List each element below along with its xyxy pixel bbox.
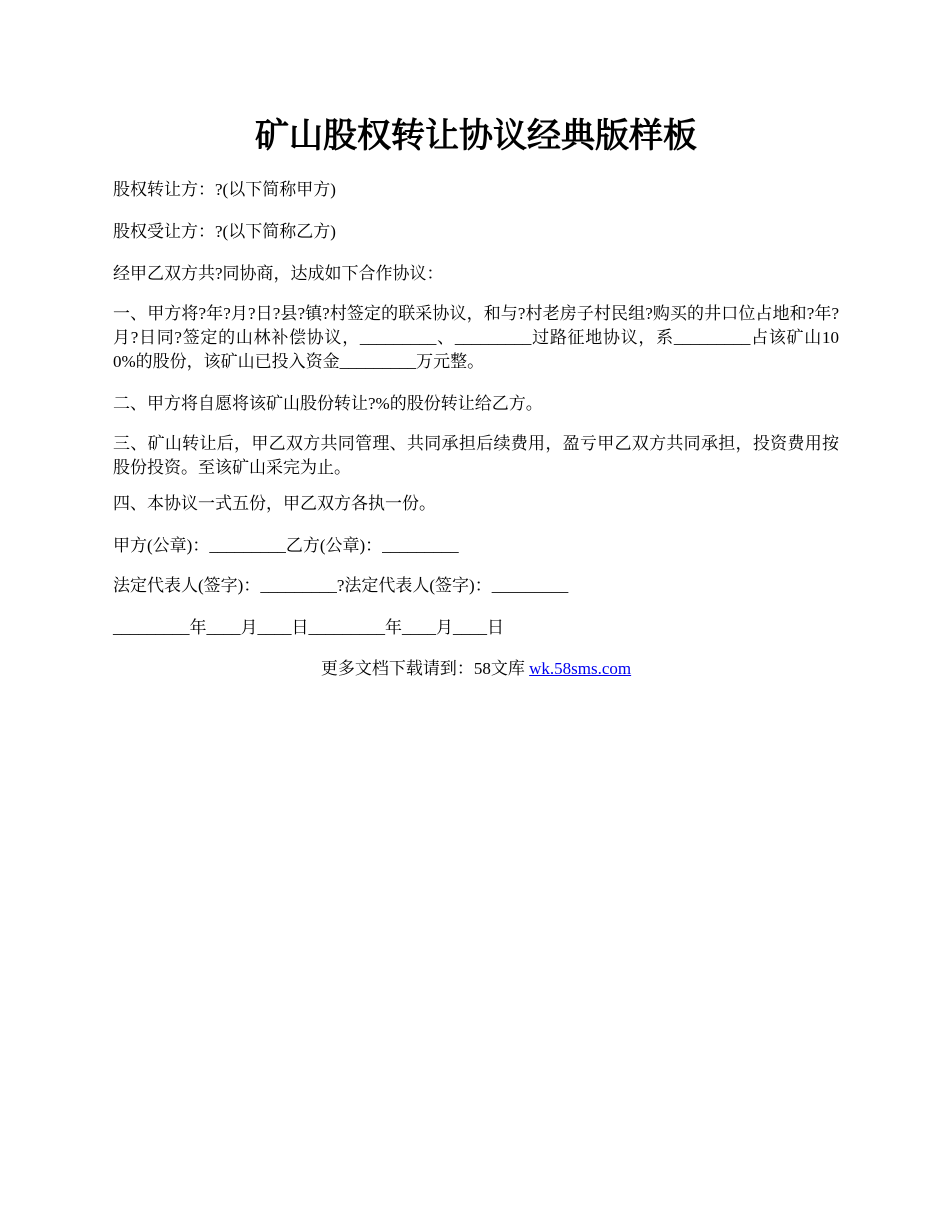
clause-1: 一、甲方将?年?月?日?县?镇?村签定的联采协议，和与?村老房子村民组?购买的井口位占地和?年?月?日同?签定的山林补偿协议，_________、_________过路征地协议，系_________占该矿山100%的股份，该矿山已投入资金_________万元整。 — [113, 304, 839, 371]
date-line: _________年____月____日_________年____月____日 — [113, 618, 504, 637]
clause-2: 二、甲方将自愿将该矿山股份转让?%的股份转让给乙方。 — [113, 394, 543, 413]
clause-3: 三、矿山转让后，甲乙双方共同管理、共同承担后续费用，盈亏甲乙双方共同承担，投资费用按股份投资。至该矿山采完为止。 — [113, 434, 839, 477]
clause-4: 四、本协议一式五份，甲乙双方各执一份。 — [113, 494, 436, 513]
download-footer — [113, 657, 839, 681]
document-title: 矿山股权转让协议经典版样板 — [255, 118, 697, 155]
transferee-line: 股权受让方：?(以下简称乙方) — [113, 222, 336, 241]
signature-line: 法定代表人(签字)：_________?法定代表人(签字)：_________ — [113, 576, 569, 595]
seal-line: 甲方(公章)：_________乙方(公章)：_________ — [113, 536, 459, 555]
footer-text: 更多文档下载请到：58文库 — [320, 659, 530, 678]
agreement-intro: 经甲乙双方共?同协商，达成如下合作协议： — [113, 264, 444, 283]
transferor-line: 股权转让方：?(以下简称甲方) — [113, 180, 336, 199]
footer-link[interactable]: wk.58sms.com — [529, 659, 632, 678]
